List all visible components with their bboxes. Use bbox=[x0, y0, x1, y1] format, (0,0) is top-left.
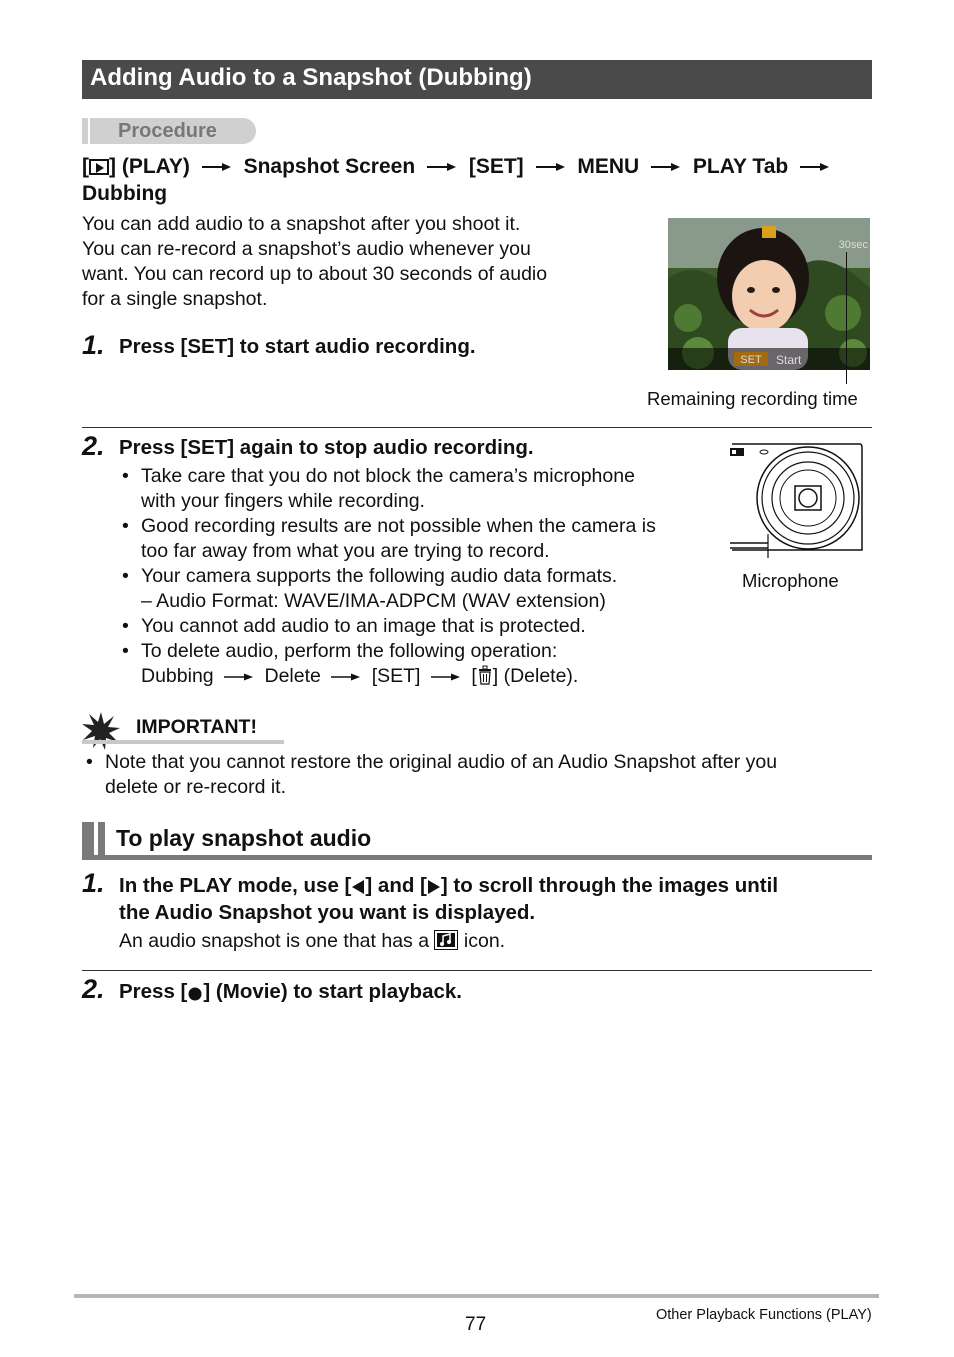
section-title: To play snapshot audio bbox=[116, 825, 372, 851]
callout-line bbox=[846, 252, 847, 384]
important-underline bbox=[82, 740, 284, 744]
step-text: In the PLAY mode, use [ ] and [ ] to scroll through the images until bbox=[119, 874, 779, 897]
navigation-path: [ ] (PLAY) Snapshot Screen [SET] MENU PLAY Tab Dubbing bbox=[82, 153, 872, 207]
procedure-label: Procedure bbox=[118, 120, 217, 142]
list-item: • You cannot add audio to an image that is protected. bbox=[122, 615, 586, 637]
trash-icon bbox=[477, 665, 493, 685]
important-burst-icon bbox=[82, 712, 120, 750]
section-title-bar bbox=[82, 60, 872, 99]
step-text: Press [SET] to start audio recording. bbox=[119, 335, 476, 358]
important-note: • Note that you cannot restore the original audio of an Audio Snapshot after you delete or re-record it. bbox=[86, 751, 778, 798]
step2-bullet-list: • Take care that you do not block the camera’s microphone with your fingers while recording. • Good recording results are not possible when the camera is too far away from what you are trying to record. • Your camera supports the following audio data formats. – Audio Format: WAVE/IMA-ADPCM (WAV extension) • You cannot add audio to an image that is protected. • To delete audio, perform the following operation: Dubbing Delete [SET] [ ] (Delete). bbox=[122, 464, 722, 689]
intro-text: You can add audio to a snapshot after you shoot it. You can re-record a snapshot’s audio whenever you want. You can record up to about 30 seconds of audio for a single snapshot. bbox=[82, 213, 548, 310]
list-item: • Your camera supports the following audio data formats. bbox=[122, 565, 618, 587]
divider bbox=[82, 970, 872, 971]
footer-rule bbox=[74, 1294, 879, 1298]
page-title: Adding Audio to a Snapshot (Dubbing) bbox=[90, 64, 532, 91]
divider bbox=[82, 427, 872, 428]
arrow-right-icon bbox=[223, 672, 255, 682]
movie-record-dot-icon bbox=[187, 985, 203, 1001]
svg-text:SET: SET bbox=[740, 354, 762, 366]
step-number: 2. bbox=[82, 431, 105, 461]
remaining-time-caption: Remaining recording time bbox=[647, 388, 858, 409]
camera-illustration bbox=[728, 440, 868, 558]
step-text: the Audio Snapshot you want is displayed. bbox=[119, 901, 536, 924]
arrow-right-icon bbox=[800, 162, 830, 172]
section-header bbox=[82, 822, 872, 860]
step-text: Press [ ] (Movie) to start playback. bbox=[119, 980, 462, 1003]
left-triangle-icon bbox=[351, 879, 365, 895]
step-number: 1. bbox=[82, 868, 105, 898]
page-number: 77 bbox=[465, 1314, 487, 1335]
arrow-right-icon bbox=[430, 672, 462, 682]
important-label: IMPORTANT! bbox=[136, 716, 257, 738]
list-item: • To delete audio, perform the following operation: bbox=[122, 640, 558, 662]
step-text: Press [SET] again to stop audio recording. bbox=[119, 436, 534, 459]
audio-snapshot-icon bbox=[434, 930, 458, 950]
list-item: • Good recording results are not possible when the camera is bbox=[122, 515, 656, 537]
snapshot-photo bbox=[668, 218, 870, 370]
arrow-right-icon bbox=[651, 162, 681, 172]
play-icon bbox=[89, 159, 109, 175]
svg-text:Start: Start bbox=[776, 353, 802, 367]
right-triangle-icon bbox=[427, 879, 441, 895]
camera-front-icon bbox=[728, 440, 868, 558]
arrow-right-icon bbox=[330, 672, 362, 682]
step-number: 1. bbox=[82, 330, 105, 360]
arrow-right-icon bbox=[427, 162, 457, 172]
procedure-tab bbox=[82, 118, 256, 144]
remaining-time-readout: 30sec bbox=[838, 239, 868, 251]
child-photo-illustration bbox=[668, 218, 870, 370]
arrow-right-icon bbox=[536, 162, 566, 172]
footer-section-title: Other Playback Functions (PLAY) bbox=[656, 1307, 872, 1323]
step-description: An audio snapshot is one that has a icon. bbox=[119, 930, 506, 952]
arrow-right-icon bbox=[202, 162, 232, 172]
list-item: • Take care that you do not block the camera’s microphone bbox=[122, 465, 635, 487]
microphone-caption: Microphone bbox=[742, 570, 839, 591]
step-number: 2. bbox=[82, 974, 105, 1004]
